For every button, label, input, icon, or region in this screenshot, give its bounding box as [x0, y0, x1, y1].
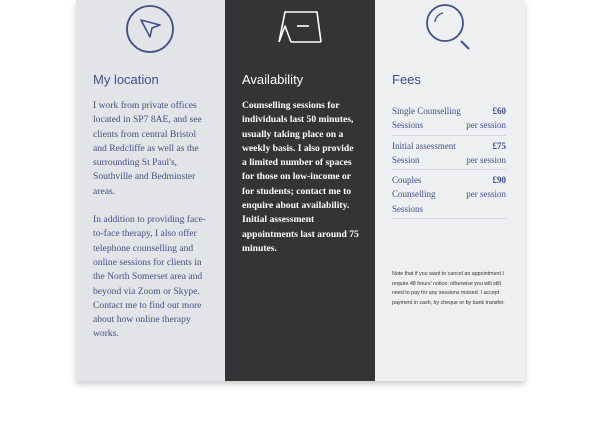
- availability-column: [225, 0, 375, 381]
- fees-list: [392, 104, 506, 222]
- calendar-card-icon: [275, 8, 325, 48]
- cancellation-note: Note that if you want to cancel an appointment I require 48 hours' notice; otherwise you will still need to pay for any sessions missed. I accept payment in cash, by cheque or by bank transfer.: [392, 271, 505, 307]
- fee-amount: £90: [492, 175, 506, 186]
- fee-name: Single Counselling Sessions: [392, 106, 461, 131]
- location-paragraph-2: In addition to providing face-to-face therapy, I also offer telephone counselling and online sessions for clients in the North Somerset area and beyond via Zoom or Skype. Contact me to find out more about how online therapy works.: [93, 214, 206, 340]
- fees-column: [375, 0, 525, 381]
- fee-row: [392, 173, 506, 219]
- fee-unit: per session: [466, 154, 506, 165]
- location-column: [76, 0, 225, 381]
- fee-row: [392, 104, 506, 136]
- location-body: [93, 99, 211, 342]
- location-icon-wrap: [76, 0, 225, 60]
- fee-price: [462, 139, 506, 168]
- fee-price: [462, 104, 506, 133]
- fee-unit: per session: [466, 189, 506, 200]
- fees-title: Fees: [392, 72, 421, 87]
- fee-amount: £60: [492, 106, 506, 116]
- navigation-arrow-icon: [124, 3, 176, 55]
- availability-title: Availability: [242, 72, 304, 87]
- availability-body: Counselling sessions for individuals last 50 minutes, usually taking place on a weekly basis. I also provide a limited number of spaces for those on low-income or for students; contact me to enquire about availability. Initial assessment appointments last around 75 minutes.: [242, 100, 359, 254]
- fee-name: Initial assessment Session: [392, 140, 456, 165]
- fees-icon-wrap: [375, 0, 525, 60]
- fee-name: Couples Counselling Sessions: [392, 175, 436, 214]
- fee-amount: £75: [492, 140, 506, 151]
- info-card: [76, 0, 525, 381]
- magnifier-icon: [423, 2, 475, 54]
- fee-row: [392, 139, 506, 171]
- availability-icon-wrap: [225, 0, 375, 60]
- fee-price: [462, 173, 506, 216]
- location-title: My location: [93, 72, 159, 87]
- fee-unit: per session: [466, 120, 506, 131]
- location-paragraph-1: I work from private offices located in SP7 8AE, and see clients from central Bristol and Redcliffe as well as the surrounding St Paul's, Southville and Bedminster areas.: [93, 100, 202, 197]
